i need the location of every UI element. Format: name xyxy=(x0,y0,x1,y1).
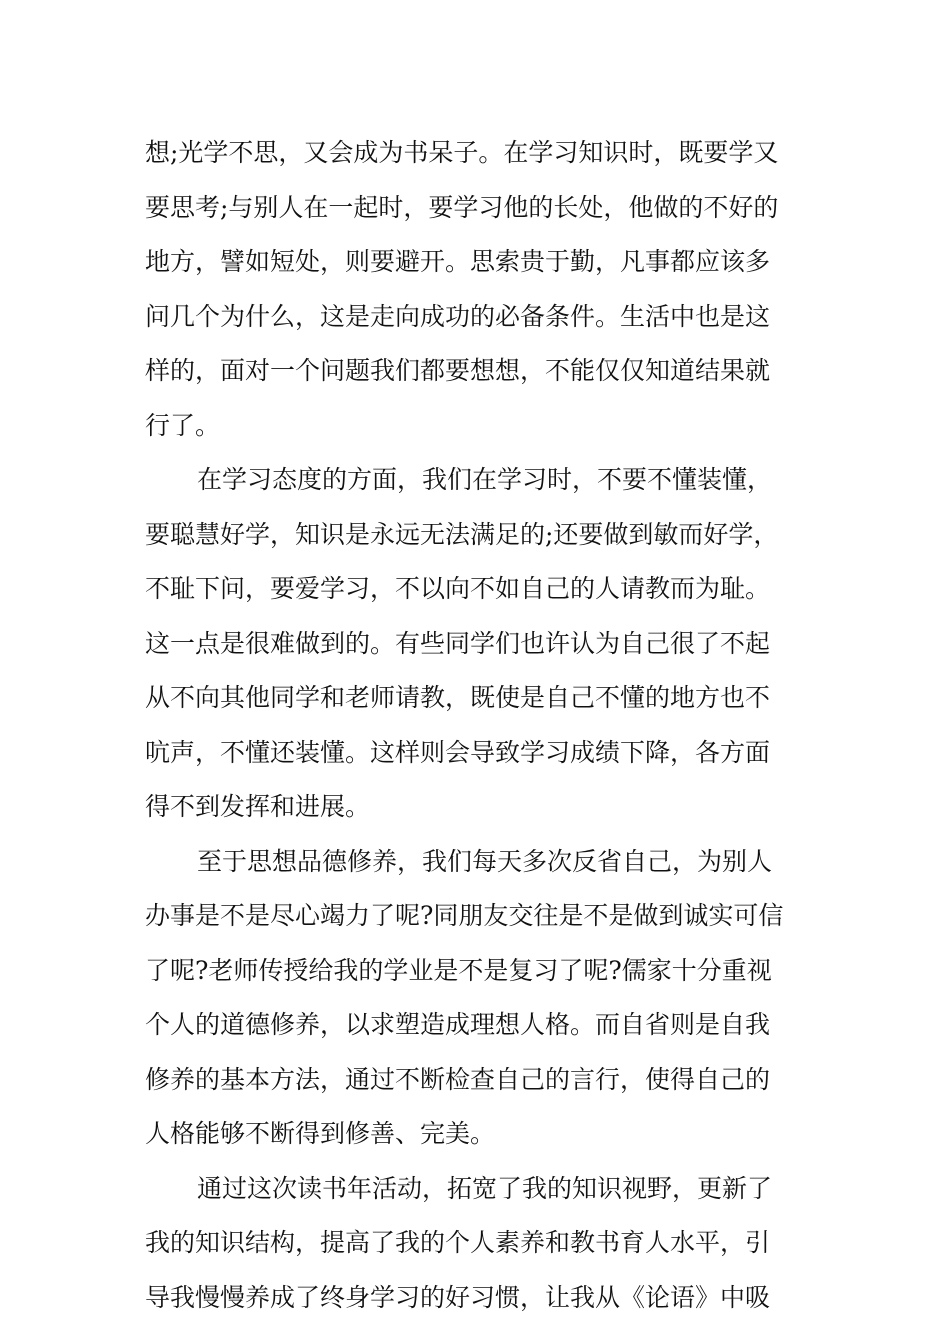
text-line: 导我慢慢养成了终身学习的好习惯，让我从《论语》中吸 xyxy=(145,1282,771,1312)
text-line: 样的，面对一个问题我们都要想想，不能仅仅知道结果就 xyxy=(145,356,771,385)
paragraph-first-line: 至于思想品德修养，我们每天多次反省自己，为别人 xyxy=(197,846,773,876)
paragraph-first-line: 在学习态度的方面，我们在学习时，不要不懂装懂， xyxy=(197,465,773,494)
text-line: 这一点是很难做到的。有些同学们也许认为自己很了不起 xyxy=(145,628,771,658)
paragraph-first-line: 通过这次读书年活动，拓宽了我的知识视野，更新了 xyxy=(197,1173,773,1203)
text-line: 要聪慧好学，知识是永远无法满足的;还要做到敏而好学， xyxy=(145,519,779,549)
text-line: 不耻下问，要爱学习，不以向不如自己的人请教而为耻。 xyxy=(145,574,771,603)
text-line: 修养的基本方法，通过不断检查自己的言行，使得自己的 xyxy=(145,1064,771,1094)
text-line: 地方，譬如短处，则要避开。思索贵于勤，凡事都应该多 xyxy=(145,247,771,276)
text-line: 个人的道德修养，以求塑造成理想人格。而自省则是自我 xyxy=(145,1010,771,1039)
document-body xyxy=(145,126,825,1325)
text-line: 要思考;与别人在一起时，要学习他的长处，他做的不好的 xyxy=(145,192,779,222)
text-line: 人格能够不断得到修善、完美。 xyxy=(145,1119,496,1148)
text-line: 吭声，不懂还装懂。这样则会导致学习成绩下降，各方面 xyxy=(145,737,771,767)
text-line: 了呢?老师传授给我的学业是不是复习了呢?儒家十分重视 xyxy=(145,955,772,985)
text-line: 想;光学不思，又会成为书呆子。在学习知识时，既要学又 xyxy=(145,138,779,167)
text-line: 我的知识结构，提高了我的个人素养和教书育人水平，引 xyxy=(145,1228,771,1257)
text-line: 得不到发挥和进展。 xyxy=(145,792,371,821)
text-line: 问几个为什么，这是走向成功的必备条件。生活中也是这 xyxy=(145,301,771,331)
text-line: 行了。 xyxy=(145,410,221,440)
text-line: 办事是不是尽心竭力了呢?同朋友交往是不是做到诚实可信 xyxy=(145,901,784,930)
text-line: 从不向其他同学和老师请教，既使是自己不懂的地方也不 xyxy=(145,683,771,712)
